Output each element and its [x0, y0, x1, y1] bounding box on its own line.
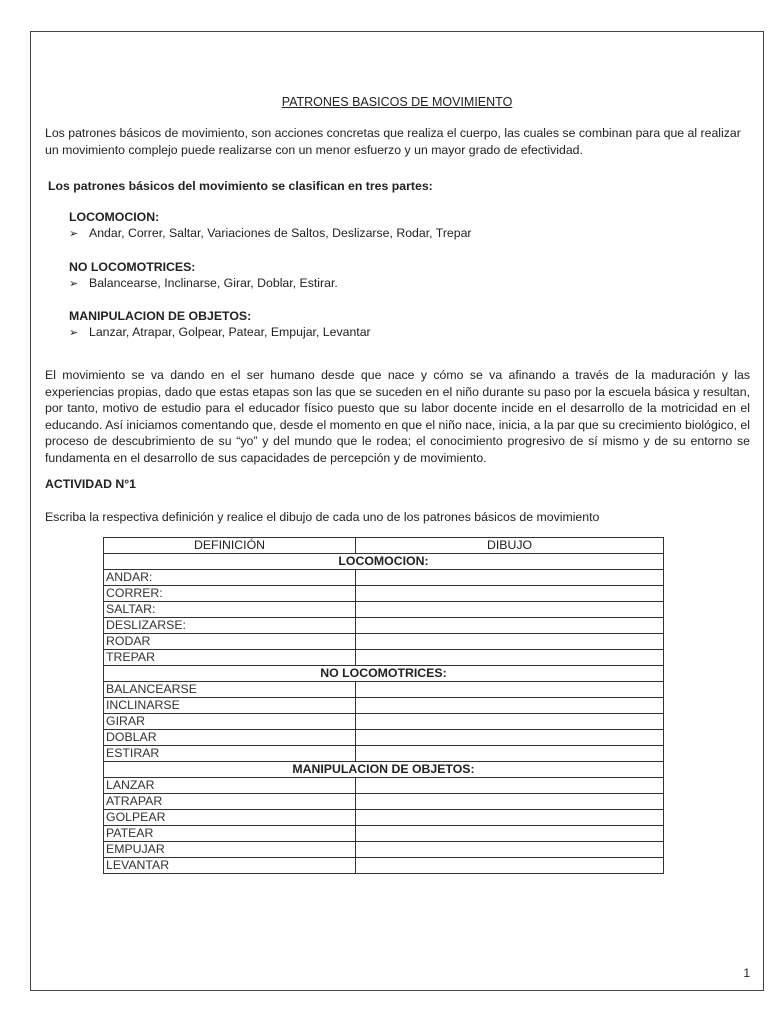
table-row [104, 842, 664, 858]
classification-heading: Los patrones básicos del movimiento se clasifican en tres partes: [48, 179, 433, 193]
table-row [104, 650, 664, 666]
table-row [104, 586, 664, 602]
section-heading-locomocion: LOCOMOCION: [69, 210, 160, 224]
row-label: EMPUJAR [104, 842, 356, 858]
row-label: SALTAR: [104, 602, 356, 618]
definition-column-header: DEFINICIÓN [104, 538, 356, 554]
activity-instruction: Escriba la respectiva definición y realice el dibujo de cada uno de los patrones básicos de movimiento [45, 510, 600, 524]
row-label: LANZAR [104, 778, 356, 794]
table-header-row [104, 538, 664, 554]
table-row [104, 730, 664, 746]
activity-heading: ACTIVIDAD N°1 [45, 477, 137, 491]
drawing-cell [356, 570, 664, 586]
table-row [104, 714, 664, 730]
drawing-cell [356, 842, 664, 858]
bullet-arrow-icon: ➢ [69, 278, 79, 290]
group-header-no-locomotrices: NO LOCOMOTRICES: [104, 666, 664, 682]
drawing-cell [356, 810, 664, 826]
section-heading-no-locomotrices: NO LOCOMOTRICES: [69, 260, 196, 274]
group-header-locomocion: LOCOMOCION: [104, 554, 664, 570]
row-label: ATRAPAR [104, 794, 356, 810]
section-items-no-locomotrices [69, 276, 338, 290]
drawing-cell [356, 698, 664, 714]
table-row [104, 778, 664, 794]
section-items-text: Andar, Correr, Saltar, Variaciones de Saltos, Deslizarse, Rodar, Trepar [89, 226, 472, 240]
bullet-arrow-icon: ➢ [69, 327, 79, 339]
row-label: RODAR [104, 634, 356, 650]
table-row [104, 698, 664, 714]
row-label: INCLINARSE [104, 698, 356, 714]
drawing-cell [356, 826, 664, 842]
drawing-column-header: DIBUJO [356, 538, 664, 554]
drawing-cell [356, 794, 664, 810]
row-label: DOBLAR [104, 730, 356, 746]
row-label: ANDAR: [104, 570, 356, 586]
table-row [104, 794, 664, 810]
group-header-manipulacion: MANIPULACION DE OBJETOS: [104, 762, 664, 778]
row-label: GOLPEAR [104, 810, 356, 826]
drawing-cell [356, 858, 664, 874]
drawing-cell [356, 602, 664, 618]
section-heading-manipulacion: MANIPULACION DE OBJETOS: [69, 309, 252, 323]
drawing-cell [356, 618, 664, 634]
drawing-cell [356, 634, 664, 650]
table-row [104, 618, 664, 634]
section-items-text: Balancearse, Inclinarse, Girar, Doblar, Estirar. [89, 276, 338, 290]
bullet-arrow-icon: ➢ [69, 228, 79, 240]
table-row [104, 602, 664, 618]
row-label: CORRER: [104, 586, 356, 602]
table-row [104, 826, 664, 842]
section-items-locomocion [69, 226, 472, 240]
drawing-cell [356, 586, 664, 602]
patterns-table [103, 537, 664, 874]
section-items-manipulacion [69, 325, 371, 339]
row-label: PATEAR [104, 826, 356, 842]
page-number: 1 [743, 966, 750, 980]
row-label: GIRAR [104, 714, 356, 730]
table-row [104, 682, 664, 698]
table-row [104, 746, 664, 762]
drawing-cell [356, 682, 664, 698]
row-label: DESLIZARSE: [104, 618, 356, 634]
document-title: PATRONES BASICOS DE MOVIMIENTO [281, 95, 513, 109]
drawing-cell [356, 650, 664, 666]
drawing-cell [356, 714, 664, 730]
table-row [104, 858, 664, 874]
section-items-text: Lanzar, Atrapar, Golpear, Patear, Empujar, Levantar [89, 325, 371, 339]
row-label: BALANCEARSE [104, 682, 356, 698]
drawing-cell [356, 778, 664, 794]
body-paragraph: El movimiento se va dando en el ser humano desde que nace y cómo se va afinando a través de la maduración y las experiencias propias, dado que estas etapas son las que se suceden en el niño durante su paso por la escuela básica y resultan, por tanto, motivo de estudio para el educador físico puesto que su labor docente incide en el desarrollo de la motricidad en el educando. Así iniciamos comentando que, desde el momento en que el niño nace, inicia, a la par que su crecimiento biológico, el proceso de descubrimiento de su “yo” y del mundo que le rodea; el conocimiento progresivo de sí mismo y de su entorno se fundamenta en el desarrollo de sus capacidades de percepción y de movimiento. [45, 368, 750, 465]
drawing-cell [356, 746, 664, 762]
table-row [104, 570, 664, 586]
intro-paragraph: Los patrones básicos de movimiento, son acciones concretas que realiza el cuerpo, las cuales se combinan para que al realizar un movimiento complejo puede realizarse con un menor esfuerzo y un mayor grado de efectividad. [45, 126, 741, 157]
table-row [104, 810, 664, 826]
row-label: TREPAR [104, 650, 356, 666]
table-row [104, 634, 664, 650]
drawing-cell [356, 730, 664, 746]
row-label: LEVANTAR [104, 858, 356, 874]
row-label: ESTIRAR [104, 746, 356, 762]
document-page [30, 31, 764, 991]
